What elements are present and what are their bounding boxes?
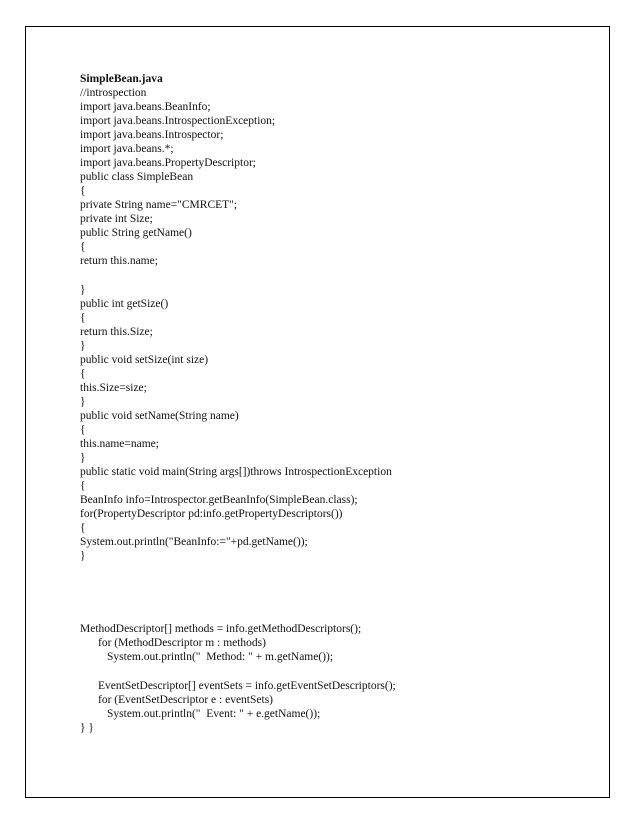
code-line: } } bbox=[80, 722, 94, 734]
code-line: } bbox=[80, 340, 86, 352]
code-line: { bbox=[80, 424, 86, 436]
code-line: import java.beans.BeanInfo; bbox=[80, 101, 211, 113]
code-line: this.name=name; bbox=[80, 438, 159, 450]
code-line: MethodDescriptor[] methods = info.getMethodDescriptors(); bbox=[80, 623, 362, 635]
code-line: import java.beans.IntrospectionException; bbox=[80, 115, 276, 127]
code-line: this.Size=size; bbox=[80, 382, 147, 394]
code-line: System.out.println("BeanInfo:="+pd.getName()); bbox=[80, 536, 308, 548]
document-title: SimpleBean.java bbox=[80, 73, 163, 85]
code-line: { bbox=[80, 368, 86, 380]
code-line: public String getName() bbox=[80, 227, 192, 239]
code-line: { bbox=[80, 480, 86, 492]
code-line: for(PropertyDescriptor pd:info.getPropertyDescriptors()) bbox=[80, 508, 343, 520]
code-line: } bbox=[80, 396, 86, 408]
code-line: return this.Size; bbox=[80, 326, 153, 338]
code-line: public int getSize() bbox=[80, 298, 169, 310]
code-line: BeanInfo info=Introspector.getBeanInfo(SimpleBean.class); bbox=[80, 494, 358, 506]
code-line: } bbox=[80, 452, 86, 464]
code-line: EventSetDescriptor[] eventSets = info.getEventSetDescriptors(); bbox=[98, 680, 396, 692]
code-line: { bbox=[80, 312, 86, 324]
code-line: private String name="CMRCET"; bbox=[80, 199, 238, 211]
code-line: private int Size; bbox=[80, 213, 153, 225]
code-line: //introspection bbox=[80, 87, 147, 99]
code-line: { bbox=[80, 522, 86, 534]
code-line: for (EventSetDescriptor e : eventSets) bbox=[98, 694, 273, 706]
code-line: for (MethodDescriptor m : methods) bbox=[98, 637, 266, 649]
code-line: { bbox=[80, 185, 86, 197]
code-line: } bbox=[80, 550, 86, 562]
code-line: { bbox=[80, 241, 86, 253]
code-line: public void setSize(int size) bbox=[80, 354, 209, 366]
code-line: System.out.println(" Method: " + m.getName()); bbox=[107, 651, 334, 663]
code-line: public class SimpleBean bbox=[80, 171, 194, 183]
code-line: import java.beans.*; bbox=[80, 143, 174, 155]
code-line: import java.beans.PropertyDescriptor; bbox=[80, 157, 256, 169]
code-line: } bbox=[80, 284, 86, 296]
code-line: return this.name; bbox=[80, 255, 158, 267]
code-line: public void setName(String name) bbox=[80, 410, 239, 422]
code-line: import java.beans.Introspector; bbox=[80, 129, 224, 141]
code-line: System.out.println(" Event: " + e.getName()); bbox=[107, 708, 321, 720]
code-line: public static void main(String args[])throws IntrospectionException bbox=[80, 466, 392, 478]
